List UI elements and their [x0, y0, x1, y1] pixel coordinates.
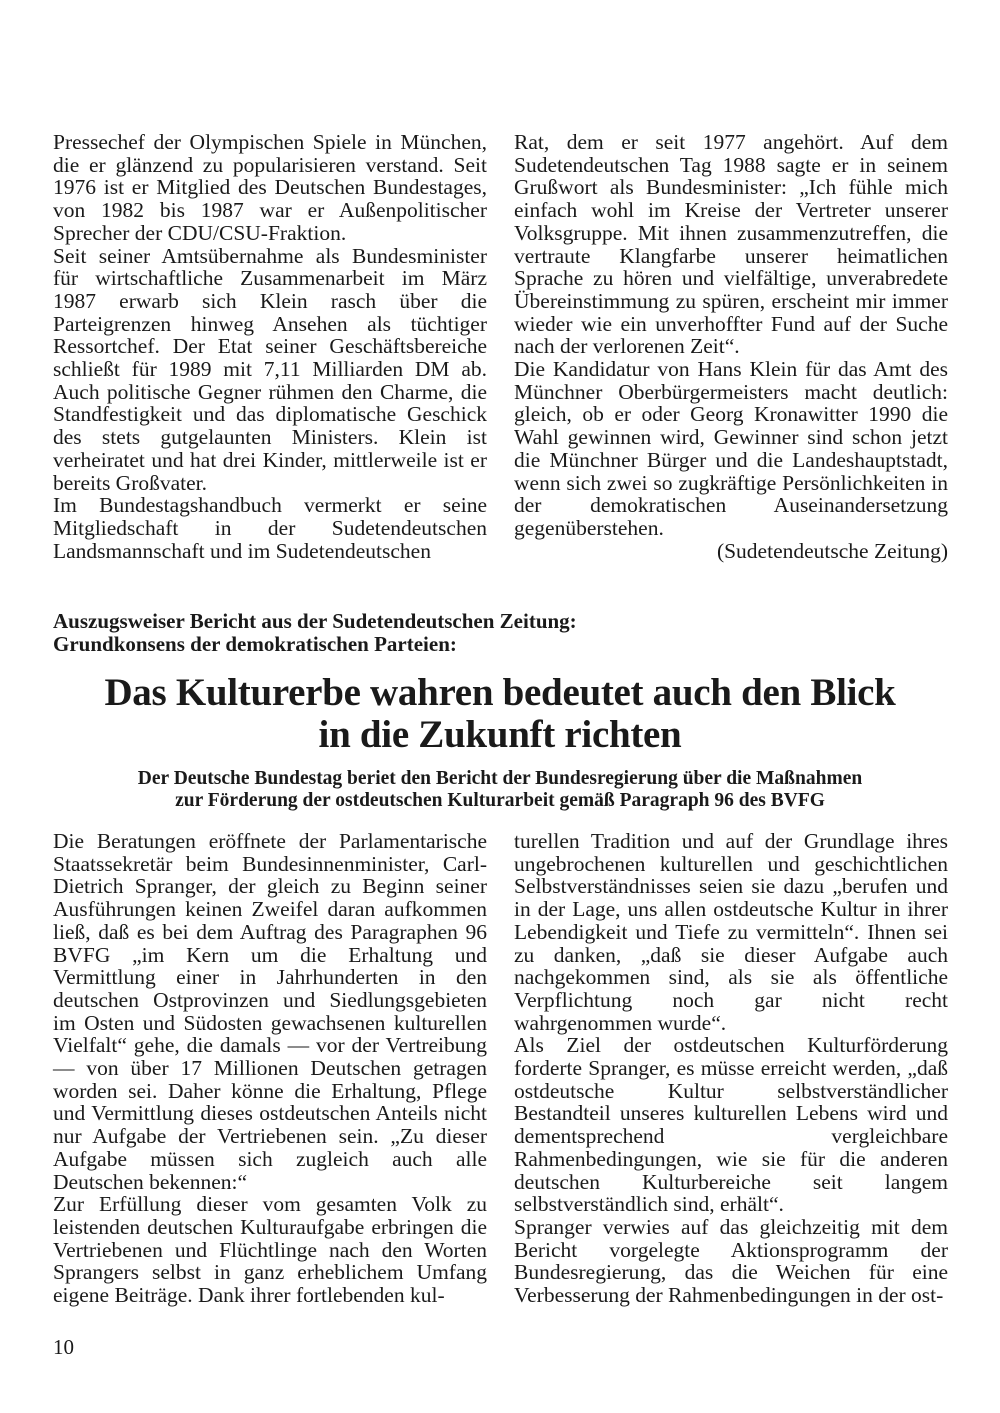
article2-paragraph: Spranger verwies auf das gleichzeitig mit dem Bericht vorgelegte Aktionsprogramm der Bundesregierung, das die Weichen für eine Verbesserung der Rahmenbedingungen in der ost- — [514, 1214, 948, 1308]
article2-subheadline-line: Der Deutsche Bundestag beriet den Bericht der Bundesregierung über die Maßnahmen — [137, 768, 863, 789]
article2-column-left — [53, 830, 487, 1307]
article2-kicker-line: Auszugsweiser Bericht aus der Sudetendeutschen Zeitung: — [53, 609, 577, 633]
article2-paragraph: turellen Tradition und auf der Grundlage ihres ungebrochenen kulturellen und geschichtlichen Selbstverständnisses seien sie dazu „berufen und in der Lage, uns allen ostdeutsche Kultur in ihrer Lebendigkeit und Tiefe zu vermitteln“. Ihnen sei zu danken, „daß sie dieser Aufgabe auch nachgekommen sind, als sie als öffentliche Verpflichtung noch gar nicht recht wahrgenommen wurde“. — [514, 829, 948, 1035]
page-number: 10 — [53, 1335, 74, 1359]
article1-paragraph: Seit seiner Amtsübernahme als Bundesminister für wirtschaftliche Zusammenarbeit im März 1987 erwarb sich Klein rasch über die Parteigrenzen hinweg Ansehen als tüchtiger Ressortchef. Der Etat seiner Geschäftsbereiche schließt für 1989 mit 7,11 Milliarden DM ab. Auch politische Gegner rühmen den Charme, die Standfestigkeit und das diplomatische Geschick des stets gutgelaunten Ministers. Klein ist verheiratet und hat drei Kinder, mittlerweile ist er bereits Großvater. — [53, 243, 487, 495]
article2-kicker-line: Grundkonsens der demokratischen Parteien: — [53, 632, 457, 656]
article2-subheadline-line: zur Förderung der ostdeutschen Kulturarbeit gemäß Paragraph 96 des BVFG — [175, 790, 825, 811]
article1-paragraph: Pressechef der Olympischen Spiele in München, die er glänzend zu popularisieren verstand. Seit 1976 ist er Mitglied des Deutschen Bundestages, von 1982 bis 1987 war er Außenpolitischer Sprecher der CDU/CSU-Fraktion. — [53, 130, 487, 245]
article1-column-right — [514, 131, 948, 562]
article2-headline-line: Das Kulturerbe wahren bedeutet auch den Blick — [104, 671, 896, 714]
article2-paragraph: Als Ziel der ostdeutschen Kulturförderung forderte Spranger, es müsse erreicht werden, „daß ostdeutsche Kultur selbstverständlicher Bestandteil unseres kulturellen Lebens wird und dementsprechend vergleichbare Rahmenbedingungen, wie sie für die anderen deutschen Kulturbereiche seit langem selbstverständlich sind, erhält“. — [514, 1033, 948, 1217]
article2-kicker — [53, 610, 953, 656]
article2-paragraph: Die Beratungen eröffnete der Parlamentarische Staatssekretär beim Bundesinnenminister, Carl-Dietrich Spranger, der gleich zu Beginn seiner Ausführungen keinen Zweifel daran aufkommen ließ, daß es bei dem Auftrag des Paragraphen 96 BVFG „im Kern um die Erhaltung und Vermittlung einer in Jahrhunderten in den deutschen Ostprovinzen und Siedlungsgebieten im Osten und Südosten gewachsenen kulturellen Vielfalt“ gehe, die damals — vor der Vertreibung — von über 17 Millionen Deutschen getragen worden sei. Daher könne die Erhaltung, Pflege und Vermittlung dieses ostdeutschen Anteils nicht nur Aufgabe der Vertriebenen sein. „Zu dieser Aufgabe müssen sich zugleich auch alle Deutschen bekennen:“ — [53, 829, 487, 1194]
article1-source: (Sudetendeutsche Zeitung) — [716, 538, 948, 563]
article1-column-left — [53, 131, 487, 562]
article2-headline-line: in die Zukunft richten — [318, 713, 682, 756]
article2-column-right — [514, 830, 948, 1307]
article2-paragraph: Zur Erfüllung dieser vom gesamten Volk zu leistenden deutschen Kulturaufgabe erbringen die Vertriebenen und Flüchtlinge nach den Worten Sprangers selbst in ganz erheblichem Umfang eigene Beiträge. Dank ihrer fortlebenden kul- — [53, 1192, 487, 1308]
article1-paragraph: Rat, dem er seit 1977 angehört. Auf dem Sudetendeutschen Tag 1988 sagte er in seinem Grußwort als Bundesminister: „Ich fühle mich einfach wohl im Kreise der Vertreter unserer Volksgruppe. Mit ihnen zusammenzutreffen, die vertraute Klangfarbe unserer heimatlichen Sprache zu hören und vielfältige, unverabredete Übereinstimmung zu spüren, erscheint mir immer wieder wie ein unverhoffter Fund auf der Suche nach der verlorenen Zeit“. — [514, 130, 948, 359]
article2-subheadline — [40, 768, 960, 812]
article2-headline — [40, 672, 960, 756]
article1-paragraph: Im Bundestagshandbuch vermerkt er seine Mitgliedschaft in der Sudetendeutschen Landsmannschaft und im Sudetendeutschen — [53, 493, 487, 563]
article1-paragraph: Die Kandidatur von Hans Klein für das Amt des Münchner Oberbürgermeisters macht deutlich: gleich, ob er oder Georg Kronawitter 1990 die Wahl gewinnen wird, Gewinner sind schon jetzt die Münchner Bürger und die Landeshauptstadt, wenn sich zwei so zugkräftige Persönlichkeiten in der demokratischen Auseinandersetzung gegenüberstehen. — [514, 357, 948, 540]
